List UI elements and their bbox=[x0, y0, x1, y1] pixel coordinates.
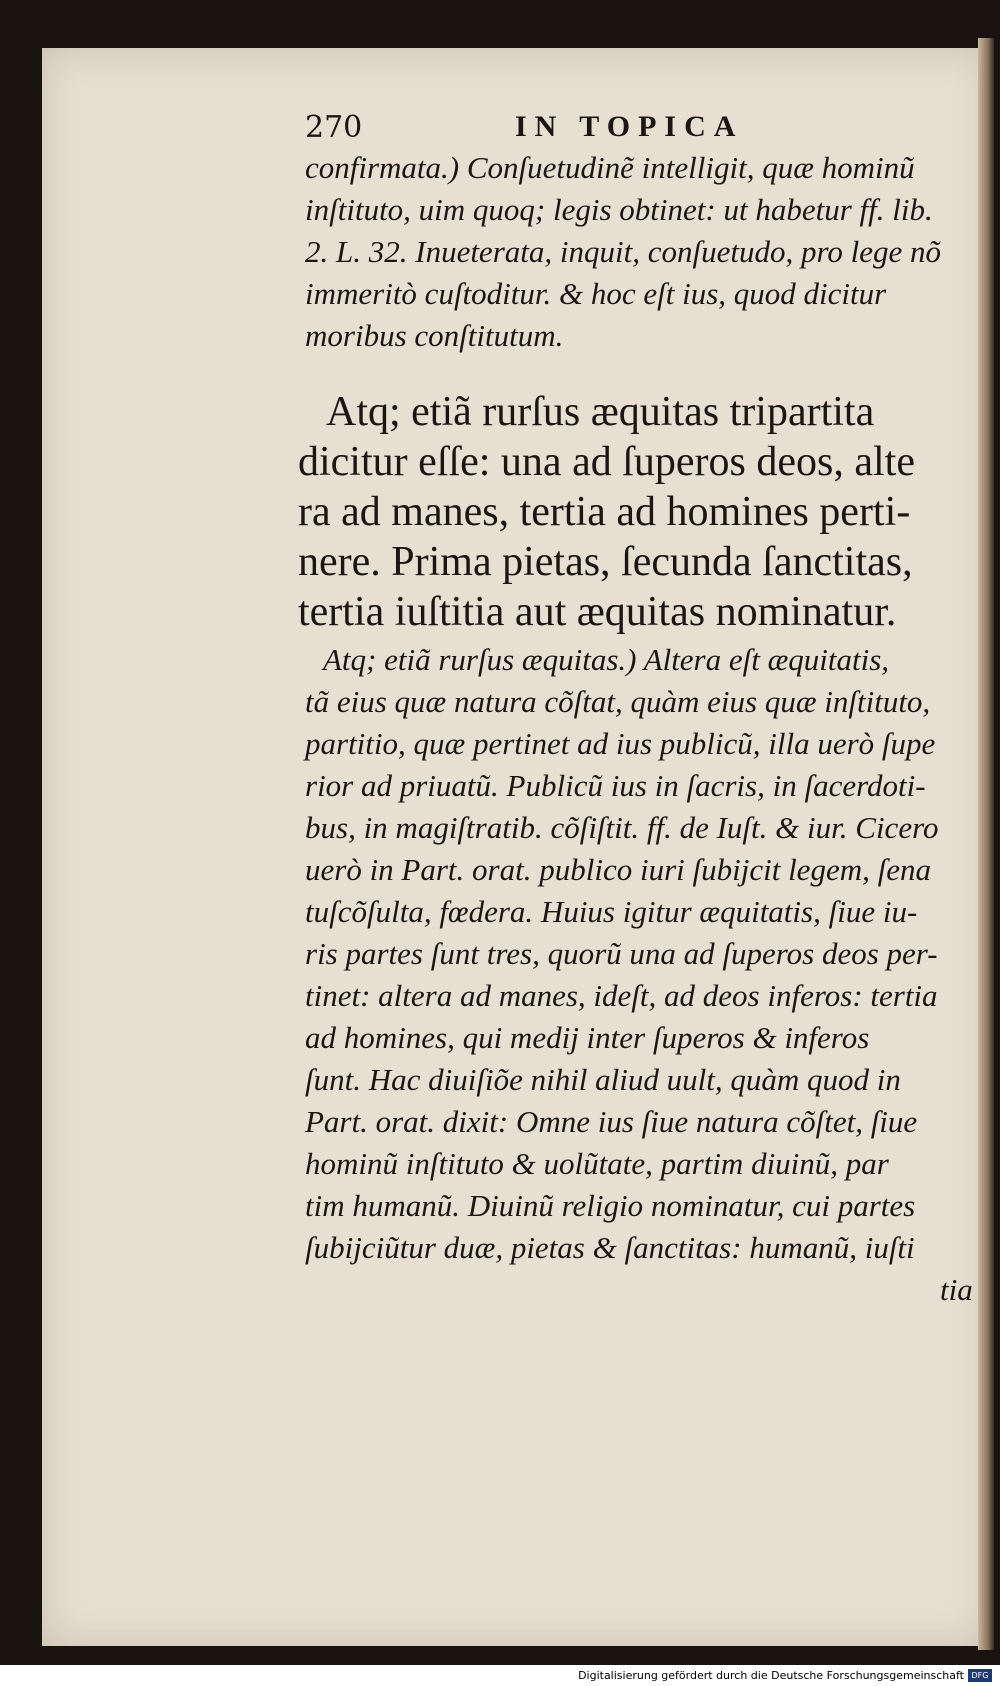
page-edge bbox=[978, 38, 994, 1650]
text-line: 2. L. 32. Inueterata, inquit, conſuetudo, pro lege nõ bbox=[305, 234, 941, 269]
text-line: rior ad priuatũ. Publicũ ius in ſacris, in ſacerdoti- bbox=[305, 768, 926, 803]
text-line: ra ad manes, tertia ad homines perti- bbox=[298, 489, 911, 535]
text-line: dicitur eſſe: una ad ſuperos deos, alte bbox=[298, 439, 915, 485]
text-line: confirmata.) Conſuetudinẽ intelligit, quæ hominũ bbox=[305, 150, 915, 185]
page-header bbox=[305, 110, 965, 150]
text-line: nere. Prima pietas, ſecunda ſanctitas, bbox=[298, 539, 913, 585]
text-line: ris partes ſunt tres, quorũ una ad ſuperos deos per- bbox=[305, 936, 938, 971]
credit-text: Digitalisierung gefördert durch die Deutsche Forschungsgemeinschaft bbox=[578, 1669, 964, 1682]
text-line: ſunt. Hac diuiſiõe nihil aliud uult, quàm quod in bbox=[305, 1062, 901, 1097]
text-line: moribus conſtitutum. bbox=[305, 318, 564, 353]
catchword: tia bbox=[940, 1272, 973, 1307]
text-line: partitio, quæ pertinet ad ius publicũ, illa uerò ſupe bbox=[305, 726, 936, 761]
dfg-logo: DFG bbox=[968, 1669, 992, 1682]
page-number: 270 bbox=[305, 110, 363, 145]
text-line: inſtituto, uim quoq; legis obtinet: ut habetur ff. lib. bbox=[305, 192, 933, 227]
text-line: tertia iuſtitia aut æquitas nominatur. bbox=[298, 589, 897, 635]
digitization-footer bbox=[0, 1665, 1000, 1686]
text-line: Atq; etiã rurſus æquitas.) Altera eſt æquitatis, bbox=[323, 642, 890, 677]
text-line: immeritò cuſtoditur. & hoc eſt ius, quod dicitur bbox=[305, 276, 887, 311]
text-line: bus, in magiſtratib. cõſiſtit. ff. de Iuſt. & iur. Cicero bbox=[305, 810, 939, 845]
running-title: IN TOPICA bbox=[515, 110, 744, 143]
text-line: Atq; etiã rurſus æquitas tripartita bbox=[326, 389, 875, 435]
text-line: ad homines, qui medij inter ſuperos & inferos bbox=[305, 1020, 870, 1055]
text-line: tinet: altera ad manes, ideſt, ad deos inferos: tertia bbox=[305, 978, 938, 1013]
text-line: tuſcõſulta, fœdera. Huius igitur æquitatis, ſiue iu- bbox=[305, 894, 918, 929]
text-line: hominũ inſtituto & uolũtate, partim diuinũ, par bbox=[305, 1146, 889, 1181]
text-line: Part. orat. dixit: Omne ius ſiue natura cõſtet, ſiue bbox=[305, 1104, 918, 1139]
text-line: ſubijciũtur duæ, pietas & ſanctitas: humanũ, iuſti bbox=[305, 1230, 915, 1265]
text-line: tã eius quæ natura cõſtat, quàm eius quæ inſtituto, bbox=[305, 684, 931, 719]
text-line: uerò in Part. orat. publico iuri ſubijcit legem, ſena bbox=[305, 852, 931, 887]
text-line: tim humanũ. Diuinũ religio nominatur, cui partes bbox=[305, 1188, 916, 1223]
